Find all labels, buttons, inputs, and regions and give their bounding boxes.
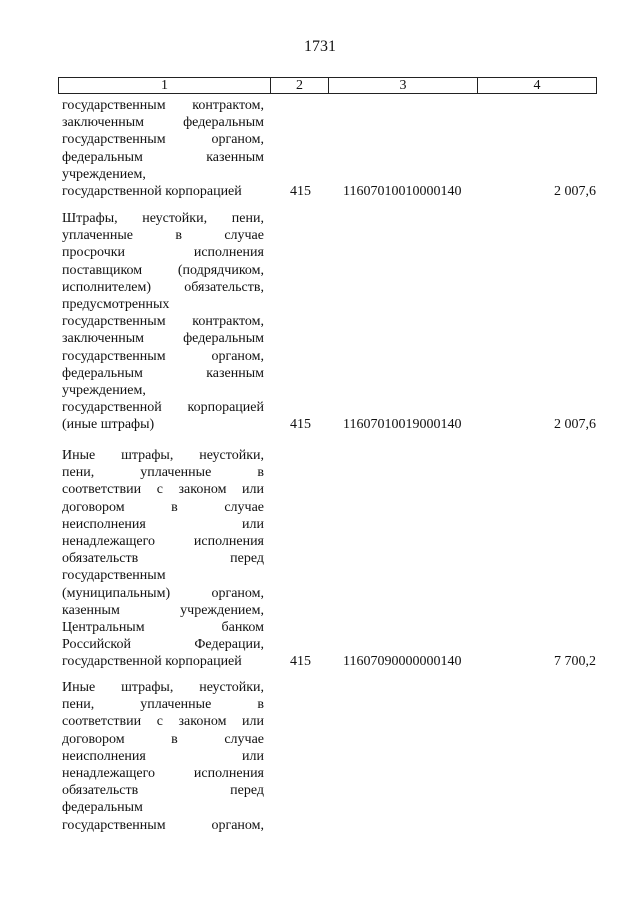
amount: 7 700,2 bbox=[554, 654, 596, 670]
description-line: государственным органом, bbox=[62, 132, 264, 148]
description-line: федеральным bbox=[62, 800, 143, 816]
description-line: государственным bbox=[62, 568, 166, 584]
header-col-3: 3 bbox=[328, 78, 477, 93]
amount: 2 007,6 bbox=[554, 417, 596, 433]
header-col-1: 1 bbox=[161, 77, 168, 93]
description-line: просрочки исполнения bbox=[62, 245, 264, 261]
header-col-4: 4 bbox=[477, 78, 596, 93]
description-line: учреждением, bbox=[62, 166, 146, 182]
admin-code: 415 bbox=[290, 417, 311, 433]
description-line: (муниципальным) органом, bbox=[62, 585, 264, 601]
description-line: федеральным казенным bbox=[62, 149, 264, 165]
description-line: заключенным федеральным bbox=[62, 331, 264, 347]
description-line: пени, уплаченные в bbox=[62, 697, 264, 713]
description-line: договором в случае bbox=[62, 731, 264, 747]
description-line: соответствии с законом или bbox=[62, 482, 264, 498]
admin-code: 415 bbox=[290, 654, 311, 670]
page-number: 1731 bbox=[304, 38, 336, 55]
description-line: Центральным банком bbox=[62, 620, 264, 636]
admin-code: 415 bbox=[290, 184, 311, 199]
row-description bbox=[62, 679, 264, 834]
description-line: Штрафы, неустойки, пени, bbox=[62, 211, 264, 226]
description-line: неисполнения или bbox=[62, 516, 264, 532]
kbk-code: 11607010010000140 bbox=[343, 184, 462, 199]
kbk-code: 11607090000000140 bbox=[343, 654, 462, 670]
description-line: казенным учреждением, bbox=[62, 602, 264, 618]
description-line: государственной корпорацией bbox=[62, 400, 264, 416]
description-line: обязательств перед bbox=[62, 551, 264, 567]
description-line: государственным контрактом, bbox=[62, 314, 264, 330]
description-line: Иные штрафы, неустойки, bbox=[62, 680, 264, 695]
description-line: соответствии с законом или bbox=[62, 714, 264, 730]
description-line: учреждением, bbox=[62, 383, 146, 399]
description-line: государственным контрактом, bbox=[62, 98, 264, 113]
description-line: пени, уплаченные в bbox=[62, 465, 264, 481]
description-line: государственной корпорацией bbox=[62, 184, 242, 200]
description-line: Иные штрафы, неустойки, bbox=[62, 448, 264, 463]
description-line: предусмотренных bbox=[62, 297, 170, 313]
row-description bbox=[62, 97, 264, 200]
description-line: государственным органом, bbox=[62, 817, 264, 833]
description-line: исполнителем) обязательств, bbox=[62, 279, 264, 295]
header-col-2: 2 bbox=[270, 78, 328, 93]
description-line: поставщиком (подрядчиком, bbox=[62, 262, 264, 278]
description-line: Российской Федерации, bbox=[62, 637, 264, 653]
description-line: заключенным федеральным bbox=[62, 115, 264, 131]
amount: 2 007,6 bbox=[554, 184, 596, 199]
description-line: (иные штрафы) bbox=[62, 417, 155, 433]
description-line: государственным органом, bbox=[62, 348, 264, 364]
row-description bbox=[62, 447, 264, 671]
description-line: федеральным казенным bbox=[62, 365, 264, 381]
description-line: уплаченные в случае bbox=[62, 228, 264, 244]
description-line: договором в случае bbox=[62, 499, 264, 515]
description-line: ненадлежащего исполнения bbox=[62, 766, 264, 782]
description-line: ненадлежащего исполнения bbox=[62, 534, 264, 550]
description-line: неисполнения или bbox=[62, 748, 264, 764]
description-line: государственной корпорацией bbox=[62, 654, 242, 670]
row-description bbox=[62, 210, 264, 434]
kbk-code: 11607010019000140 bbox=[343, 417, 462, 433]
table-header bbox=[58, 77, 597, 94]
description-line: обязательств перед bbox=[62, 783, 264, 799]
